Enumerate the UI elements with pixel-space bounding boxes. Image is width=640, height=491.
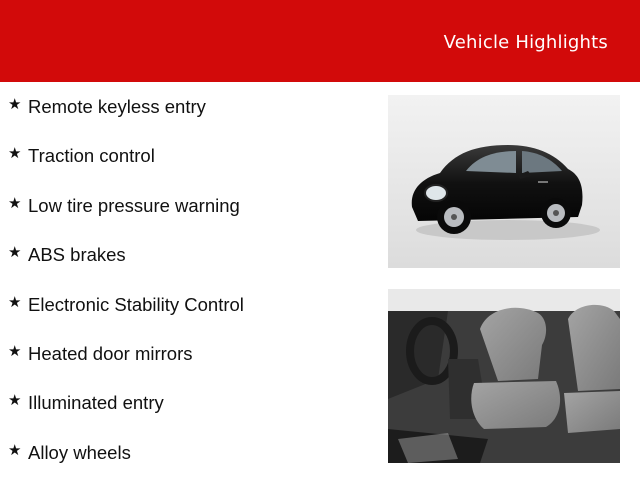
star-icon: ★ xyxy=(8,194,22,212)
feature-label: Illuminated entry xyxy=(28,392,164,414)
star-icon: ★ xyxy=(8,392,22,410)
star-icon: ★ xyxy=(8,342,22,360)
car-interior-illustration xyxy=(388,289,620,463)
list-item xyxy=(8,96,244,145)
feature-label: Heated door mirrors xyxy=(28,342,193,364)
feature-label: Alloy wheels xyxy=(28,441,131,463)
feature-label: Low tire pressure warning xyxy=(28,194,240,216)
list-item xyxy=(8,195,244,244)
star-icon: ★ xyxy=(8,145,22,163)
feature-label: Electronic Stability Control xyxy=(28,293,244,315)
star-icon: ★ xyxy=(8,244,22,262)
list-item xyxy=(8,392,244,441)
exterior-photo xyxy=(388,95,620,268)
star-icon: ★ xyxy=(8,96,22,113)
list-item xyxy=(8,145,244,194)
list-item xyxy=(8,442,244,491)
feature-label: Traction control xyxy=(28,145,155,167)
car-exterior-illustration xyxy=(388,95,620,268)
list-item xyxy=(8,343,244,392)
list-item xyxy=(8,294,244,343)
feature-label: ABS brakes xyxy=(28,244,126,266)
star-icon: ★ xyxy=(8,293,22,311)
feature-label: Remote keyless entry xyxy=(28,96,206,117)
header-banner xyxy=(0,0,640,82)
page-title: Vehicle Highlights xyxy=(443,32,608,53)
feature-list xyxy=(8,96,244,491)
list-item xyxy=(8,244,244,293)
star-icon: ★ xyxy=(8,441,22,459)
interior-photo xyxy=(388,289,620,463)
